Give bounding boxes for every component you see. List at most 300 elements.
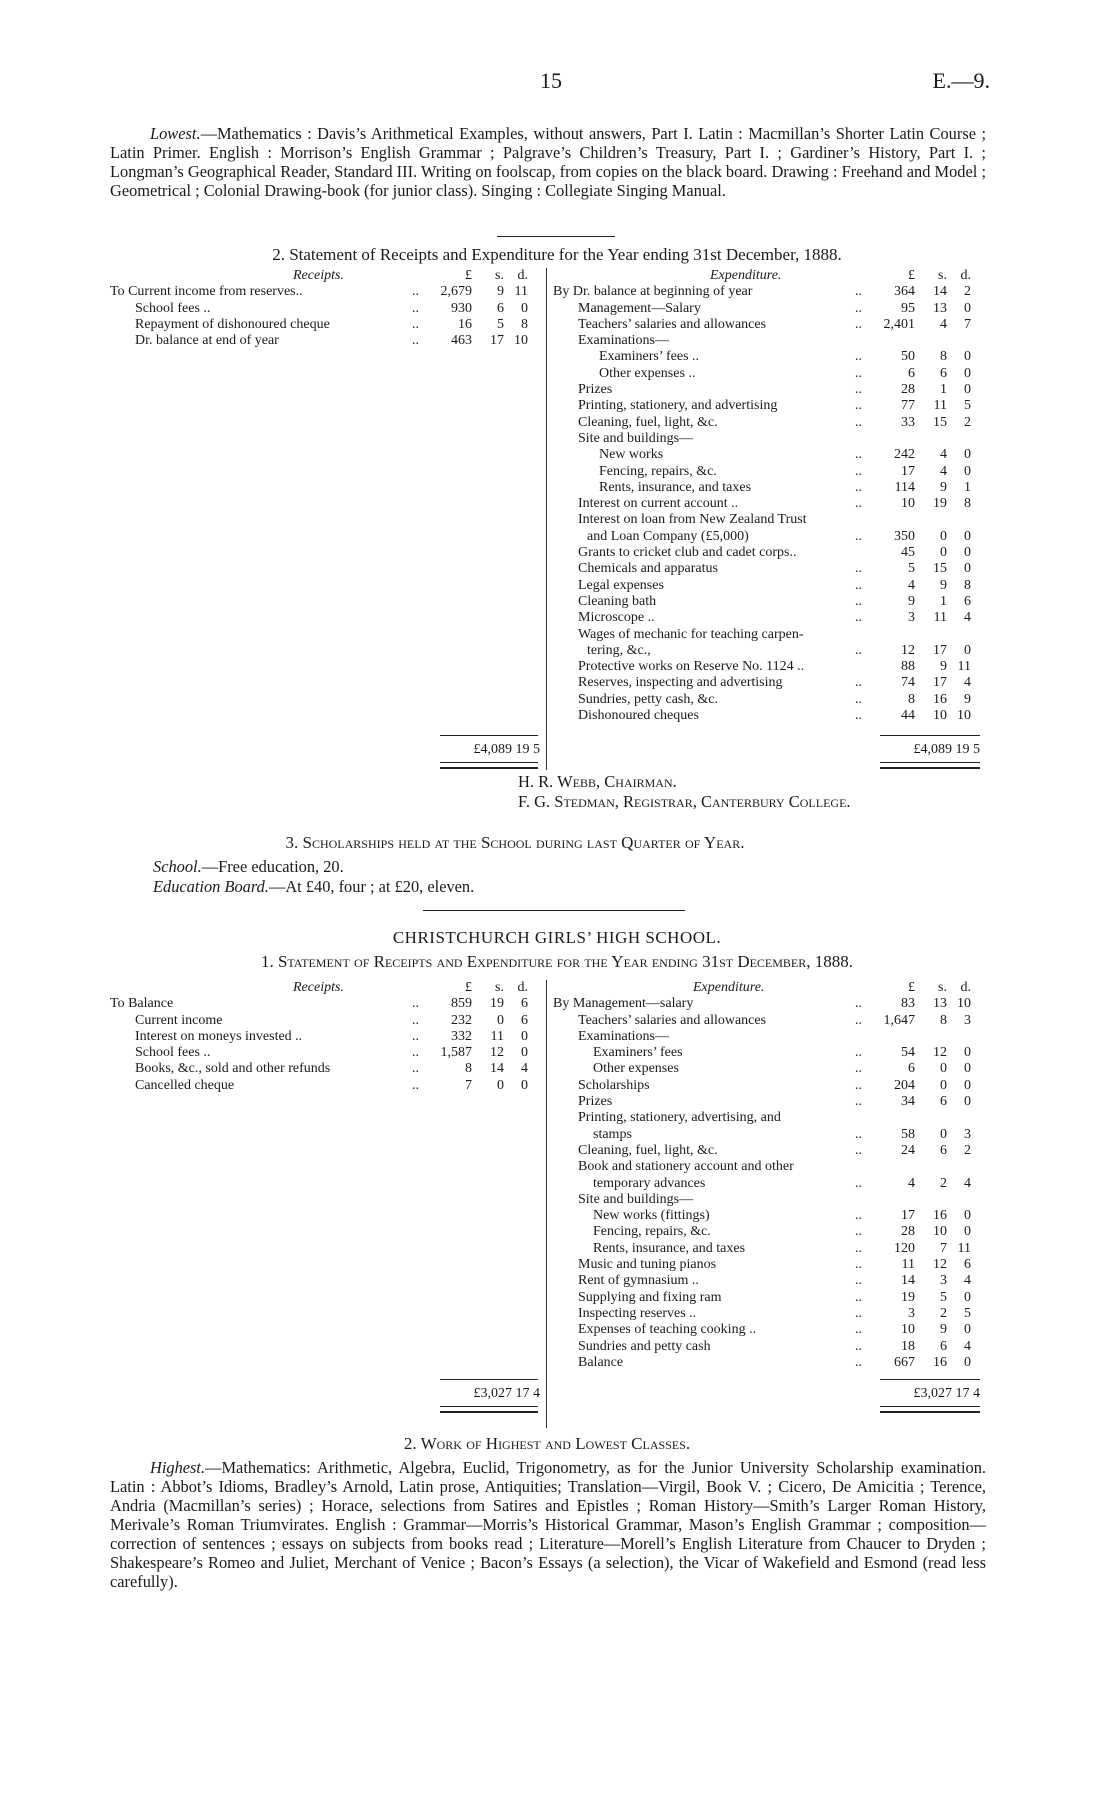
pounds-value: 5 — [908, 561, 915, 577]
pounds-value: 3 — [908, 610, 915, 626]
expenditure-heading: Expenditure. — [693, 980, 765, 995]
pence-value: 2 — [964, 414, 971, 430]
pounds-value: 18 — [901, 1338, 915, 1354]
pence-value: 0 — [521, 1045, 528, 1061]
ledger-item-label: School fees .. — [135, 300, 211, 316]
leader-dots: .. — [855, 463, 862, 479]
ledger-item-label: Supplying and fixing ram — [578, 1289, 722, 1305]
total-double-rule — [880, 762, 980, 769]
shillings-value: 16 — [933, 691, 947, 707]
shillings-value: 4 — [940, 316, 947, 332]
ledger-item-label: Examinations— — [578, 1028, 669, 1044]
ledger-item-label: Book and stationery account and other — [578, 1159, 794, 1175]
ledger-row — [553, 627, 983, 643]
pounds-value: 58 — [901, 1126, 915, 1142]
leader-dots: .. — [855, 300, 862, 316]
ledger-item-label: Teachers’ salaries and allowances — [578, 316, 767, 332]
pence-value: 0 — [964, 1354, 971, 1370]
ledger-row — [553, 496, 983, 512]
ledger-item-label: Chemicals and apparatus — [578, 561, 718, 577]
leader-dots: .. — [412, 1045, 419, 1061]
ledger-row — [553, 301, 983, 317]
total-rule — [880, 1379, 980, 1380]
ledger-row — [553, 643, 983, 659]
total-rule — [440, 735, 538, 736]
ledger-item-label: Expenses of teaching cooking .. — [578, 1322, 757, 1338]
page-number: 15 — [540, 68, 562, 93]
pounds-value: 4 — [908, 577, 915, 593]
ledger-row — [110, 284, 540, 300]
ledger-row — [553, 610, 983, 626]
shillings-value: 11 — [933, 610, 947, 626]
ledger-row — [553, 1208, 983, 1224]
pence-value: 0 — [521, 300, 528, 316]
leader-dots: .. — [855, 496, 862, 512]
shillings-value: 8 — [940, 1012, 947, 1028]
shillings-value: 1 — [940, 593, 947, 609]
pence-heading: d. — [517, 980, 528, 995]
ledger-item-label: New works (fittings) — [593, 1208, 710, 1224]
total-rule — [880, 735, 980, 736]
pence-value: 0 — [964, 1322, 971, 1338]
ledger-item-label: Wages of mechanic for teaching carpen- — [578, 626, 804, 642]
pence-value: 11 — [514, 284, 528, 300]
shillings-value: 12 — [490, 1045, 504, 1061]
leader-dots: .. — [855, 1208, 862, 1224]
shillings-value: 3 — [940, 1273, 947, 1289]
shillings-value: 0 — [940, 1061, 947, 1077]
ledger-row — [553, 1143, 983, 1159]
leader-dots: .. — [855, 1338, 862, 1354]
paragraph-text: —Mathematics : Davis’s Arithmetical Examples, without answers, Part I. Latin : Macmillan’s Shorter Latin Course ; Latin Primer. English : Morrison’s English Grammar ; Palgrave’s Children’s Treasury, Part I. ; Gardiner’s History, Part I. ; Longman’s Geographical Reader, Standard III. Writing on foolscap, from copies on the black board. Drawing : Freehand and Model ; Geometrical ; Colonial Drawing-book (for junior class). Singing : Collegiate Singing Manual. — [110, 124, 986, 200]
ledger-row — [553, 1013, 983, 1029]
pence-value: 0 — [521, 1028, 528, 1044]
leader-dots: .. — [855, 1354, 862, 1370]
ledger-row — [110, 1061, 540, 1077]
leader-dots: .. — [855, 1322, 862, 1338]
shillings-heading: s. — [938, 268, 947, 283]
ledger-row — [553, 1110, 983, 1126]
pounds-value: 3 — [908, 1305, 915, 1321]
ledger-row — [553, 1306, 983, 1322]
leader-dots: .. — [855, 479, 862, 495]
shillings-value: 12 — [933, 1045, 947, 1061]
ledger-row — [553, 512, 983, 528]
pounds-value: 28 — [901, 1224, 915, 1240]
shillings-value: 16 — [933, 1208, 947, 1224]
pounds-value: 83 — [901, 996, 915, 1012]
leader-dots: .. — [855, 398, 862, 414]
pence-value: 10 — [957, 708, 971, 724]
pounds-value: 44 — [901, 708, 915, 724]
ledger-row — [553, 545, 983, 561]
ledger-row — [553, 398, 983, 414]
ledger-row — [553, 1322, 983, 1338]
pence-value: 6 — [964, 593, 971, 609]
ledger-item-label: Other expenses — [593, 1061, 679, 1077]
pence-value: 0 — [964, 1077, 971, 1093]
ledger-item-label: Legal expenses — [578, 577, 664, 593]
shillings-value: 6 — [940, 1142, 947, 1158]
shillings-value: 15 — [933, 414, 947, 430]
leader-dots: .. — [855, 593, 862, 609]
ledger-item-label: temporary advances — [593, 1175, 706, 1191]
pence-value: 0 — [964, 382, 971, 398]
pounds-value: 77 — [901, 398, 915, 414]
shillings-value: 15 — [933, 561, 947, 577]
ledger-item-label: Cleaning, fuel, light, &c. — [578, 1142, 718, 1158]
leader-dots: .. — [855, 1045, 862, 1061]
pounds-value: 19 — [901, 1289, 915, 1305]
shillings-value: 5 — [497, 316, 504, 332]
leader-dots: .. — [855, 1257, 862, 1273]
pence-value: 11 — [957, 659, 971, 675]
ledger-item-label: stamps — [593, 1126, 632, 1142]
leader-dots: .. — [855, 1273, 862, 1289]
leader-dots: .. — [855, 365, 862, 381]
shillings-value: 7 — [940, 1240, 947, 1256]
pounds-value: 24 — [901, 1142, 915, 1158]
ledger-row — [553, 366, 983, 382]
leader-dots: .. — [855, 642, 862, 658]
leader-dots: .. — [412, 333, 419, 349]
pounds-value: 2,401 — [883, 316, 915, 332]
pence-value: 0 — [964, 1208, 971, 1224]
shillings-value: 2 — [940, 1305, 947, 1321]
pence-value: 8 — [964, 577, 971, 593]
ledger-item-label: Prizes — [578, 382, 613, 398]
leader-dots: .. — [855, 1175, 862, 1191]
shillings-value: 9 — [940, 659, 947, 675]
ledger-row — [110, 1013, 540, 1029]
pounds-value: 14 — [901, 1273, 915, 1289]
shillings-value: 0 — [497, 1077, 504, 1093]
ledger-item-label: Fencing, repairs, &c. — [593, 1224, 711, 1240]
pence-heading: d. — [960, 268, 971, 283]
total-double-rule — [440, 1406, 538, 1413]
ledger-divider — [546, 980, 547, 1428]
ledger-row — [553, 1290, 983, 1306]
ledger-row — [553, 594, 983, 610]
ledger-row — [553, 464, 983, 480]
ledger-item-label: Printing, stationery, and advertising — [578, 398, 778, 414]
pence-value: 2 — [964, 1142, 971, 1158]
leader-dots: .. — [855, 382, 862, 398]
shillings-heading: s. — [938, 980, 947, 995]
pounds-value: 1,647 — [883, 1012, 915, 1028]
shillings-value: 0 — [940, 528, 947, 544]
shillings-value: 0 — [497, 1012, 504, 1028]
pounds-value: 120 — [894, 1240, 915, 1256]
pounds-value: 12 — [901, 642, 915, 658]
receipts-heading: Receipts. — [293, 980, 344, 995]
leader-dots: .. — [855, 1094, 862, 1110]
ledger-row — [553, 1127, 983, 1143]
pence-value: 8 — [521, 316, 528, 332]
pounds-value: 74 — [901, 675, 915, 691]
ledger-row — [110, 333, 540, 349]
leader-dots: .. — [855, 577, 862, 593]
shillings-value: 6 — [940, 365, 947, 381]
ledger-row — [553, 675, 983, 691]
ledger-item-label: Scholarships — [578, 1077, 650, 1093]
total-rule — [440, 1379, 538, 1380]
scholarships-school-line — [153, 857, 953, 876]
work-heading: 2. Work of Highest and Lowest Classes. — [403, 1434, 691, 1453]
pence-heading: d. — [960, 980, 971, 995]
ledger-row — [553, 1273, 983, 1289]
pounds-value: 4 — [908, 1175, 915, 1191]
ledger-item-label: Examiners’ fees — [593, 1045, 683, 1061]
ledger-row — [553, 1192, 983, 1208]
paragraph-text: —Mathematics: Arithmetic, Algebra, Euclid, Trigonometry, as for the Junior University Scholarship examination. Latin : Abbot’s Idioms, Bradley’s Arnold, Latin prose, Antiquities; Translation—Virgil, Book V. ; Cicero, De Amicitia ; Terence, Andria (Macmillan’s series) ; Horace, selections from Satires and Epistles ; Roman History—Smith’s Larger Roman History, Merivale’s Roman Triumvirates. English : Grammar—Morris’s Historical Grammar, Mason’s English Grammar ; composition—correction of sentences ; essays on subjects from books read ; Literature—Morell’s English Literature from Chaucer to Dryden ; Shakespeare’s Romeo and Juliet, Merchant of Venice ; Bacon’s Essays (a selection), the Vicar of Wakefield and Esmond (read less carefully). — [110, 1458, 986, 1591]
ledger-item-label: Rent of gymnasium .. — [578, 1273, 699, 1289]
pounds-value: 33 — [901, 414, 915, 430]
shillings-value: 13 — [933, 996, 947, 1012]
pounds-value: 11 — [901, 1257, 915, 1273]
pence-value: 0 — [964, 528, 971, 544]
pence-value: 5 — [964, 398, 971, 414]
pounds-value: 8 — [908, 691, 915, 707]
pence-value: 10 — [957, 996, 971, 1012]
ledger-item-label: Teachers’ salaries and allowances — [578, 1012, 767, 1028]
pence-value: 1 — [964, 479, 971, 495]
pounds-value: 859 — [451, 996, 472, 1012]
shillings-value: 14 — [933, 284, 947, 300]
shillings-value: 0 — [940, 1077, 947, 1093]
pounds-value: 10 — [901, 496, 915, 512]
shillings-value: 17 — [490, 333, 504, 349]
ledger-item-label: Other expenses .. — [599, 365, 696, 381]
ledger-item-label: Protective works on Reserve No. 1124 .. — [578, 659, 805, 675]
ledger-item-label: Reserves, inspecting and advertising — [578, 675, 783, 691]
ledger-item-label: Sundries and petty cash — [578, 1338, 711, 1354]
pounds-value: 17 — [901, 1208, 915, 1224]
expenditure-column — [553, 980, 983, 1371]
ledger-row — [110, 1029, 540, 1045]
ledger-item-label: Examinations— — [578, 333, 669, 349]
ledger-row — [553, 659, 983, 675]
pence-value: 0 — [964, 1289, 971, 1305]
pence-value: 6 — [521, 996, 528, 1012]
leader-dots: .. — [855, 1224, 862, 1240]
scholarships-heading: 3. Scholarships held at the School during last Quarter of Year. — [285, 833, 745, 852]
pence-value: 8 — [964, 496, 971, 512]
pounds-value: 45 — [901, 545, 915, 561]
ledger-row — [553, 708, 983, 724]
ledger-divider — [546, 268, 547, 770]
shillings-value: 4 — [940, 463, 947, 479]
paragraph-label: Lowest. — [150, 124, 201, 143]
signature-registrar: F. G. Stedman, Registrar, Canterbury College. — [518, 792, 851, 811]
receipts-total: £4,089 19 5 — [473, 742, 540, 757]
shillings-value: 14 — [490, 1061, 504, 1077]
ledger-item-label: and Loan Company (£5,000) — [587, 528, 749, 544]
ledger-item-label: Cancelled cheque — [135, 1077, 235, 1093]
shillings-value: 9 — [940, 577, 947, 593]
pence-value: 0 — [964, 642, 971, 658]
ledger-row — [553, 480, 983, 496]
leader-dots: .. — [855, 1012, 862, 1028]
leader-dots: .. — [855, 1305, 862, 1321]
ledger-row — [553, 1094, 983, 1110]
ledger-item-label: Cleaning bath — [578, 593, 657, 609]
leader-dots: .. — [412, 1012, 419, 1028]
ledger-row — [553, 529, 983, 545]
receipts-column — [110, 980, 540, 1094]
ledger-item-label: School fees .. — [135, 1045, 211, 1061]
pence-value: 3 — [964, 1126, 971, 1142]
pence-value: 0 — [964, 561, 971, 577]
lowest-classes-paragraph — [110, 124, 986, 200]
pence-value: 4 — [964, 1273, 971, 1289]
pounds-value: 350 — [894, 528, 915, 544]
leader-dots: .. — [412, 284, 419, 300]
ledger-item-label: To Current income from reserves.. — [110, 284, 303, 300]
pounds-heading: £ — [465, 268, 472, 283]
ledger-row — [553, 1159, 983, 1175]
shillings-value: 12 — [933, 1257, 947, 1273]
statement-heading-1: 2. Statement of Receipts and Expenditure for the Year ending 31st December, 1888. — [272, 245, 842, 264]
pounds-value: 364 — [894, 284, 915, 300]
shillings-value: 16 — [933, 1354, 947, 1370]
ledger-item-label: Interest on loan from New Zealand Trust — [578, 512, 807, 528]
leader-dots: .. — [855, 447, 862, 463]
pence-value: 0 — [964, 545, 971, 561]
pence-value: 0 — [964, 365, 971, 381]
ledger-row — [553, 333, 983, 349]
section-divider — [423, 910, 685, 911]
ledger-row — [553, 561, 983, 577]
leader-dots: .. — [855, 1240, 862, 1256]
pounds-value: 17 — [901, 463, 915, 479]
pounds-value: 10 — [901, 1322, 915, 1338]
ledger-item-label: To Balance — [110, 996, 174, 1012]
pounds-heading: £ — [908, 980, 915, 995]
signature-chairman: H. R. Webb, Chairman. — [518, 772, 677, 791]
pence-value: 9 — [964, 691, 971, 707]
receipts-column — [110, 268, 540, 349]
pence-value: 4 — [521, 1061, 528, 1077]
shillings-value: 10 — [933, 708, 947, 724]
pounds-value: 2,679 — [440, 284, 472, 300]
ledger-row — [110, 996, 540, 1012]
ledger-row — [553, 1257, 983, 1273]
receipts-heading: Receipts. — [293, 268, 344, 283]
ledger-row — [553, 382, 983, 398]
pounds-heading: £ — [465, 980, 472, 995]
leader-dots: .. — [855, 1077, 862, 1093]
leader-dots: .. — [412, 996, 419, 1012]
ledger-row — [553, 692, 983, 708]
ledger-row — [553, 1078, 983, 1094]
leader-dots: .. — [855, 708, 862, 724]
ledger-item-label: Prizes — [578, 1094, 613, 1110]
ledger-item-label: Books, &c., sold and other refunds — [135, 1061, 331, 1077]
ledger-item-label: Printing, stationery, advertising, and — [578, 1110, 781, 1126]
line-label: Education Board. — [153, 877, 269, 896]
shillings-value: 1 — [940, 382, 947, 398]
pounds-value: 34 — [901, 1094, 915, 1110]
pence-value: 0 — [964, 1061, 971, 1077]
leader-dots: .. — [855, 1061, 862, 1077]
pence-value: 0 — [964, 1045, 971, 1061]
pounds-value: 54 — [901, 1045, 915, 1061]
pence-value: 11 — [957, 1240, 971, 1256]
ledger-item-label: Cleaning, fuel, light, &c. — [578, 414, 718, 430]
ledger-item-label: Rents, insurance, and taxes — [599, 479, 752, 495]
ledger-row — [553, 415, 983, 431]
leader-dots: .. — [855, 675, 862, 691]
shillings-value: 8 — [940, 349, 947, 365]
ledger-item-label: Fencing, repairs, &c. — [599, 463, 717, 479]
shillings-value: 4 — [940, 447, 947, 463]
pence-value: 3 — [964, 1012, 971, 1028]
shillings-value: 19 — [933, 496, 947, 512]
leader-dots: .. — [855, 528, 862, 544]
pounds-value: 242 — [894, 447, 915, 463]
leader-dots: .. — [855, 610, 862, 626]
ledger-item-label: Grants to cricket club and cadet corps.. — [578, 545, 797, 561]
pounds-value: 463 — [451, 333, 472, 349]
leader-dots: .. — [412, 1077, 419, 1093]
ledger-item-label: Music and tuning pianos — [578, 1257, 717, 1273]
shillings-value: 5 — [940, 1289, 947, 1305]
shillings-heading: s. — [495, 980, 504, 995]
pounds-value: 9 — [908, 593, 915, 609]
pounds-value: 1,587 — [440, 1045, 472, 1061]
paragraph-label: Highest. — [150, 1458, 206, 1477]
ledger-row — [110, 1045, 540, 1061]
shillings-value: 6 — [940, 1094, 947, 1110]
shillings-value: 0 — [940, 545, 947, 561]
ledger-item-label: Interest on current account .. — [578, 496, 739, 512]
ledger-item-label: Dr. balance at end of year — [135, 333, 279, 349]
pence-value: 2 — [964, 284, 971, 300]
ledger-item-label: Interest on moneys invested .. — [135, 1028, 303, 1044]
school-title: CHRISTCHURCH GIRLS’ HIGH SCHOOL. — [392, 928, 722, 947]
leader-dots: .. — [412, 1061, 419, 1077]
ledger-item-label: Current income — [135, 1012, 223, 1028]
pence-value: 0 — [964, 1094, 971, 1110]
pence-value: 6 — [964, 1257, 971, 1273]
total-double-rule — [440, 762, 538, 769]
shillings-value: 11 — [490, 1028, 504, 1044]
pence-value: 0 — [964, 349, 971, 365]
ledger-row — [553, 1029, 983, 1045]
ledger-row — [553, 284, 983, 300]
leader-dots: .. — [855, 414, 862, 430]
pounds-value: 95 — [901, 300, 915, 316]
leader-dots: .. — [855, 316, 862, 332]
pence-value: 4 — [964, 675, 971, 691]
ledger-row — [553, 447, 983, 463]
pounds-heading: £ — [908, 268, 915, 283]
ledger-row — [110, 317, 540, 333]
pence-value: 4 — [964, 610, 971, 626]
pence-heading: d. — [517, 268, 528, 283]
leader-dots: .. — [412, 300, 419, 316]
ledger-row — [553, 1176, 983, 1192]
pence-value: 0 — [964, 1224, 971, 1240]
leader-dots: .. — [412, 316, 419, 332]
expenditure-column — [553, 268, 983, 724]
ledger-item-label: By Management—salary — [553, 996, 694, 1012]
shillings-value: 2 — [940, 1175, 947, 1191]
ledger-item-label: Sundries, petty cash, &c. — [578, 691, 718, 707]
ledger-item-label: Balance — [578, 1354, 624, 1370]
line-text: —Free education, 20. — [201, 857, 344, 876]
